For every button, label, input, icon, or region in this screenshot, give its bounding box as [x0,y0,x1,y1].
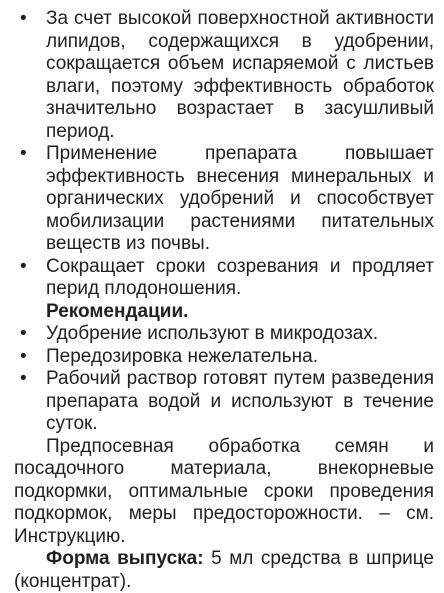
bullet-icon: • [20,143,27,164]
presowing-paragraph: Предпосевная обработка семян и посадочного материала, внекорневые подкормки, оптимальные сроки проведения подкормок, меры предосторожности. – см. Инструкцию. [14,435,434,547]
list-item-text: Применение препарата повышает эффективность внесения минеральных и органических удобрений и способствует мобилизации растениями питательных веществ из почвы. [46,143,434,254]
list-item-text: Сокращает сроки созревания и продляет перид плодоношения. [46,255,434,299]
list-item-text: Рабочий раствор готовят путем разведения препарата водой и используют в течение суток. [46,368,434,434]
list-item-text: Передозировка нежелательна. [46,345,318,367]
list-item [14,368,434,436]
list-item-text: Удобрение используют в микродозах. [46,323,379,344]
list-item [14,143,434,256]
recommendations-list [14,323,434,436]
bullet-icon: • [20,368,27,389]
release-form-paragraph [14,548,434,593]
bullet-icon: • [20,323,27,344]
list-item [14,256,434,301]
benefits-list [14,8,434,301]
release-form-text: 5 мл средства в шприце (концентрат). [14,548,434,592]
bullet-icon: • [20,8,27,29]
recommendations-heading: Рекомендации. [46,300,189,322]
list-item [14,346,434,369]
list-item [14,323,434,346]
bullet-icon: • [20,255,27,277]
release-form-label: Форма выпуска: [46,548,204,569]
list-item [14,8,434,143]
bullet-icon: • [20,345,27,367]
list-item-text: За счет высокой поверхностной активности липидов, содержащихся в удобрении, сокращается объем испаряемой с листьев влаги, поэтому эффективность обработок значительно возрастает в засушливый период. [46,8,434,142]
